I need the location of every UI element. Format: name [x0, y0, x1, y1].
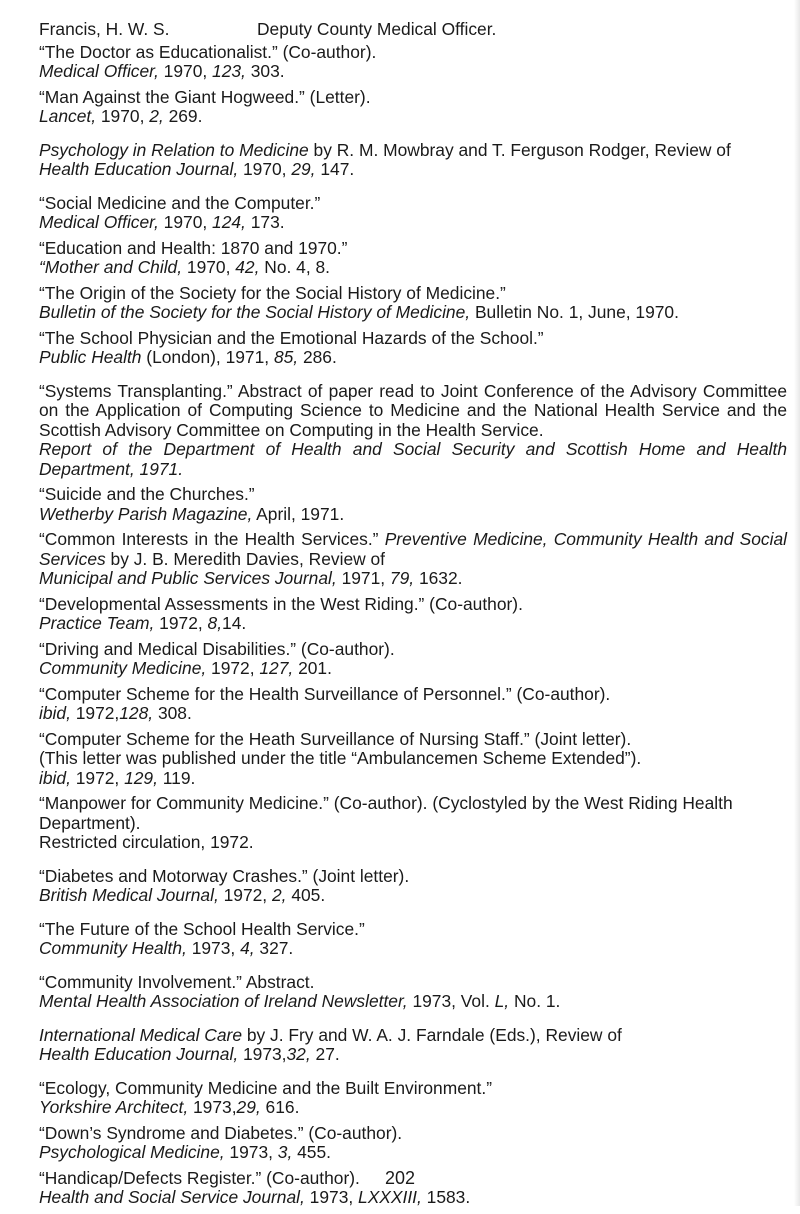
page-number: 202: [384, 1168, 416, 1188]
entry-citation: [39, 614, 787, 634]
entry-citation: [39, 1045, 787, 1065]
pages: 405.: [286, 885, 326, 905]
volume: 29,: [291, 159, 316, 179]
pages: 455.: [292, 1142, 331, 1162]
entry-citation: [39, 992, 787, 1012]
journal-name: Practice Team,: [39, 613, 155, 633]
entry-title: “Down’s Syndrome and Diabetes.” (Co-author).: [39, 1122, 403, 1143]
pages: 286.: [298, 347, 337, 367]
pages: 327.: [254, 938, 294, 958]
entry-note: (This letter was published under the title “Ambulancemen Scheme Extended”).: [39, 748, 642, 768]
entry-title: “Education and Health: 1870 and 1970.”: [39, 237, 348, 258]
citation-year: 1971,: [336, 568, 390, 588]
entry-citation: [39, 505, 787, 525]
volume: 2,: [149, 106, 164, 126]
bibliography-entry: [39, 239, 787, 278]
bibliography-entry: [39, 973, 787, 1012]
bibliography-entry: [39, 194, 787, 233]
pages: 308.: [153, 703, 192, 723]
pages: 616.: [260, 1097, 300, 1117]
citation-year: 1973,: [238, 1044, 287, 1064]
volume: L,: [494, 991, 510, 1011]
bibliography-entry: [39, 1079, 787, 1118]
entry-title: “Man Against the Giant Hogweed.” (Letter).: [39, 86, 371, 107]
bibliography-entry: [39, 867, 787, 906]
pages: 1583.: [421, 1187, 471, 1207]
journal-name: Health Education Journal,: [39, 159, 239, 179]
citation-year: 1973, Vol.: [407, 991, 495, 1011]
volume: LXXXIII,: [358, 1187, 422, 1207]
entry-title: “The Future of the School Health Service.”: [39, 918, 365, 939]
volume: 127,: [259, 658, 294, 678]
entry-citation: [39, 769, 787, 789]
author-header: [39, 20, 787, 40]
citation-year: 1970,: [96, 106, 150, 126]
entry-title: “Social Medicine and the Computer.”: [39, 192, 321, 213]
entry-title: [39, 530, 787, 569]
pages: Bulletin No. 1, June, 1970.: [470, 302, 679, 322]
entry-title: “Community Involvement.” Abstract.: [39, 971, 315, 992]
bibliography-entry: [39, 329, 787, 368]
pages: No. 4, 8.: [259, 257, 331, 277]
entry-title: “Suicide and the Churches.”: [39, 484, 255, 504]
pages: 269.: [163, 106, 203, 126]
journal-name: Wetherby Parish Magazine,: [39, 503, 253, 524]
entry-title: “The School Physician and the Emotional Hazards of the School.”: [39, 327, 544, 348]
entry-title: “Handicap/Defects Register.” (Co-author).: [39, 1167, 360, 1188]
bibliography-entry: [39, 141, 787, 180]
pages: 14.: [222, 613, 247, 633]
volume: 32,: [286, 1044, 311, 1064]
journal-name: ibid,: [39, 703, 71, 723]
entry-citation: [39, 160, 787, 180]
bibliography-entry: [39, 920, 787, 959]
pages: 303.: [245, 61, 285, 81]
entry-citation: [39, 659, 787, 679]
entry-title: “Manpower for Community Medicine.” (Co-author). (Cyclostyled by the West Riding Health: [39, 793, 733, 813]
book-authors: by R. M. Mowbray and T. Ferguson Rodger, Review of: [308, 139, 731, 160]
citation-year: 1973,: [224, 1142, 278, 1162]
bibliography-entry: [39, 730, 787, 789]
citation-year: 1972,: [218, 885, 272, 905]
bibliography-entry: [39, 1026, 787, 1065]
citation-year: 1972,: [206, 658, 260, 678]
bibliography-page: [39, 20, 787, 1214]
bibliography-entry: [39, 88, 787, 127]
entry-citation: [39, 348, 787, 368]
report-title: Report of the Department of Health and Social Security and Scottish Home and Health Department, 1971.: [39, 439, 787, 479]
bibliography-entry: [39, 685, 787, 724]
pages: 119.: [157, 767, 196, 788]
article-title: “Common Interests in the Health Services.”: [39, 529, 379, 549]
entry-title: “Developmental Assessments in the West Riding.” (Co-author).: [39, 593, 523, 614]
entry-citation: [39, 1143, 787, 1163]
pages: 1632.: [414, 568, 463, 588]
journal-name: Bulletin of the Society for the Social History of Medicine,: [39, 302, 471, 322]
book-authors: by J. B. Meredith Davies, Review of: [105, 548, 386, 569]
entry-title: “The Doctor as Educationalist.” (Co-author).: [39, 41, 377, 62]
entry-citation: [39, 704, 787, 724]
entry-title: “Computer Scheme for the Health Surveillance of Personnel.” (Co-author).: [39, 683, 611, 704]
entry-citation: [39, 939, 787, 959]
bibliography-entry: [39, 284, 787, 323]
bibliography-entry: [39, 485, 787, 524]
volume: 85,: [273, 347, 299, 367]
entry-citation: [39, 569, 787, 589]
author-name: Francis, H. W. S.: [39, 19, 170, 39]
journal-name: British Medical Journal,: [39, 885, 219, 905]
journal-name: “Mother and Child,: [39, 257, 183, 277]
entry-title: “Ecology, Community Medicine and the Built Environment.”: [39, 1077, 492, 1098]
bibliography-entry: [39, 1124, 787, 1163]
citation-year: 1970,: [158, 212, 213, 232]
pages: 27.: [310, 1044, 340, 1064]
page-edge-shadow: [794, 0, 800, 1206]
journal-name: Municipal and Public Services Journal,: [39, 568, 337, 588]
journal-name: Medical Officer,: [39, 212, 159, 232]
bibliography-entry: [39, 382, 787, 480]
volume: 29,: [236, 1097, 261, 1117]
volume: 124,: [212, 212, 246, 232]
journal-name: Lancet,: [39, 106, 97, 126]
author-role: Deputy County Medical Officer.: [257, 19, 497, 39]
bibliography-entry: [39, 794, 787, 853]
bibliography-entry: [39, 530, 787, 589]
pages: 147.: [315, 159, 355, 179]
journal-name: Yorkshire Architect,: [39, 1097, 189, 1117]
pages: No. 1.: [509, 991, 561, 1011]
citation-year: 1970,: [158, 61, 213, 81]
journal-name: Health and Social Service Journal,: [39, 1187, 305, 1207]
entry-title: “Driving and Medical Disabilities.” (Co-author).: [39, 638, 395, 659]
book-title: Preventive Medicine, Community Health and Social Services: [39, 529, 787, 569]
citation-year: 1973,: [304, 1187, 359, 1207]
volume: 128,: [119, 703, 154, 723]
entry-title: “Computer Scheme for the Heath Surveillance of Nursing Staff.” (Joint letter).: [39, 728, 632, 749]
entry-citation: [39, 303, 787, 323]
volume: 42,: [235, 257, 260, 277]
entry-citation: [39, 258, 787, 278]
volume: 79,: [389, 568, 415, 588]
citation-year: 1972,: [70, 703, 120, 723]
citation-year: (London), 1971,: [141, 347, 274, 367]
entry-citation: [39, 886, 787, 906]
citation-year: 1973,: [188, 1097, 237, 1117]
entry-title: “Systems Transplanting.” Abstract of paper read to Joint Conference of the Advisory Committee on the Application of Computing Science to Medicine and the National Health Service and the Scottish Advisory Committee on Computing in the Health Service.: [39, 380, 787, 440]
volume: 123,: [212, 61, 246, 81]
journal-name: Community Health,: [39, 938, 187, 958]
entry-title: “Diabetes and Motorway Crashes.” (Joint letter).: [39, 865, 410, 886]
entry-citation: [39, 62, 787, 82]
journal-name: Psychological Medicine,: [39, 1142, 225, 1162]
journal-name: Public Health: [39, 347, 142, 367]
pages: April, 1971.: [252, 503, 345, 524]
book-authors: by J. Fry and W. A. J. Farndale (Eds.), Review of: [242, 1024, 622, 1045]
citation-year: 1972,: [70, 767, 125, 788]
bibliography-entry: [39, 595, 787, 634]
book-title: International Medical Care: [39, 1024, 242, 1045]
bibliography-entry: [39, 43, 787, 82]
entry-citation: [39, 107, 787, 127]
entry-citation: [39, 213, 787, 233]
pages: 201.: [293, 658, 332, 678]
bibliography-entry: [39, 640, 787, 679]
journal-name: Mental Health Association of Ireland Newsletter,: [39, 991, 408, 1011]
entry-title: [39, 141, 787, 161]
citation-year: 1973,: [186, 938, 241, 958]
entry-citation: [39, 1098, 787, 1118]
journal-name: Community Medicine,: [39, 658, 207, 678]
volume: 2,: [271, 885, 287, 905]
volume: 8,: [207, 613, 223, 633]
entry-title: “The Origin of the Society for the Social History of Medicine.”: [39, 282, 506, 303]
journal-name: ibid,: [39, 767, 71, 788]
volume: 129,: [124, 767, 158, 788]
volume: 3,: [277, 1142, 293, 1162]
entry-citation: [39, 1188, 787, 1208]
entry-title: [39, 1026, 787, 1046]
volume: 4,: [240, 938, 255, 958]
citation-year: 1970,: [238, 159, 292, 179]
pages: 173.: [245, 212, 285, 232]
citation-year: 1970,: [182, 257, 236, 277]
entry-note: Restricted circulation, 1972.: [39, 832, 254, 852]
book-title: Psychology in Relation to Medicine: [39, 139, 309, 160]
journal-name: Medical Officer,: [39, 61, 159, 81]
journal-name: Health Education Journal,: [39, 1044, 239, 1064]
citation-year: 1972,: [154, 613, 208, 633]
entry-title-continued: Department).: [39, 812, 141, 833]
